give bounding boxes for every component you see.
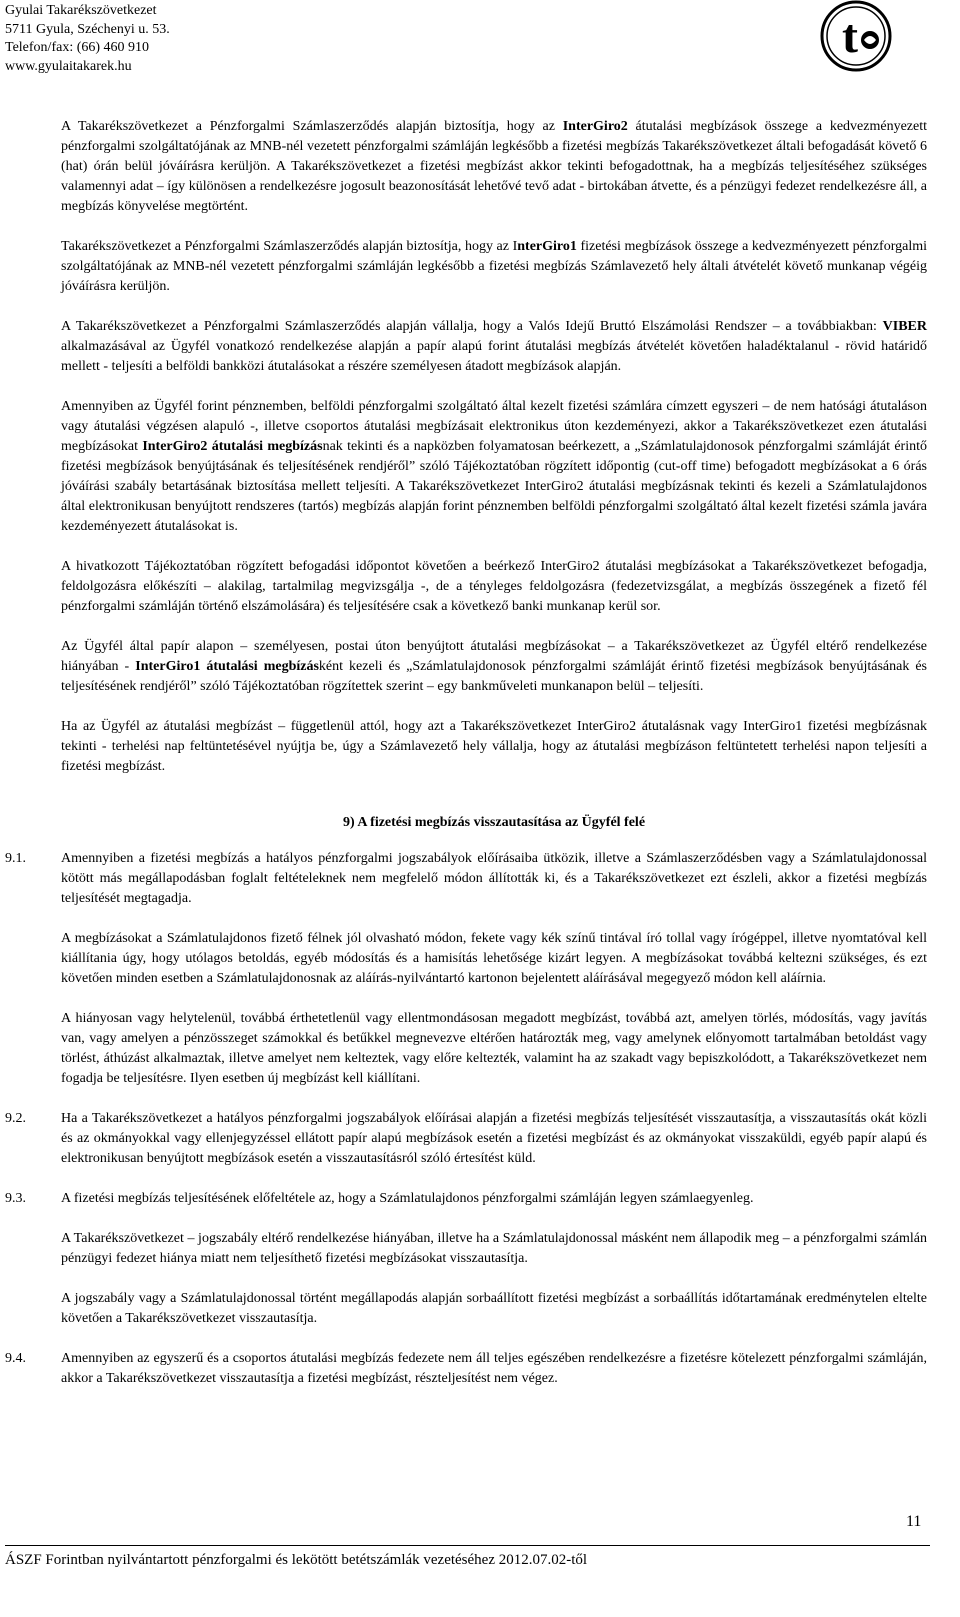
bank-website: www.gyulaitakarek.hu [5,58,132,74]
bank-address: 5711 Gyula, Széchenyi u. 53. [5,21,170,37]
list-item [5,1189,927,1209]
list-item [5,1349,927,1389]
paragraph: Amennyiben az Ügyfél forint pénznemben, belföldi pénzforgalmi szolgáltató által kezelt fizetési számlára címzett egyszeri – de nem hatósági átutaláson vagy átutalási végzésen alapuló -, illetve csoportos átutalási megbízásait elektronikus úton kezdeményezi, akkor a Takarékszövetkezet ezen átutalási megbízásokat InterGiro2 átutalási megbízásnak tekinti és a napközben folyamatosan beérkezett, a „Számlatulajdonosok pénzforgalmi számláját érintő fizetési megbízások benyújtásának és teljesítésének rendjéről” szóló Tájékoztatóban rögzített időpontig (cut-off time) befogadott megbízásokat a 6 órás jóváírási szabály betartásának biztosítása mellett teljesíti. A Takarékszövetkezet InterGiro2 átutalási megbízásnak tekinti és kezeli a Számlatulajdonos által elektronikusan benyújtott rendszeres (tartós) megbízás alapján forint pénznemben belföldi pénzforgalmi szolgáltató által kezelt fizetési számla javára kezdeményezett átutalásokat is. [61,399,927,534]
paragraph: A megbízásokat a Számlatulajdonos fizető félnek jól olvasható módon, fekete vagy kék színű tintával író tollal vagy írógéppel, illetve nyomtatóval kell kiállítania úgy, hogy utólagos betoldás, egyéb módosítás és a hamisítás lehetősége kizárt legyen. A megbízásokat továbbá keltezni szükséges, és ezt követően minden esetben a Számlatulajdonosnak az aláírás-nyilvántartó kartonon bejelentett aláírásával megegyező módon kell aláírnia. [61,931,927,986]
paragraph: Ha az Ügyfél az átutalási megbízást – függetlenül attól, hogy azt a Takarékszövetkezet InterGiro2 átutalásnak vagy InterGiro1 fizetési megbízásnak tekinti - terhelési nap feltüntetésével nyújtja be, úgy a Számlavezető hely vállalja, hogy az átutalási megbízáson feltüntetett terhelési napon teljesíti a fizetési megbízást. [61,719,927,774]
document-body [5,117,928,1409]
logo-letter: t [842,10,858,63]
paragraph: A hiányosan vagy helytelenül, továbbá érthetetlenül vagy ellentmondásosan megadott megbízást, továbbá azt, amelyen törlés, módosítás, vagy javítás van, vagy amelyen a pénzösszeget számokkal és betűkkel megnevezve eltérően határozták meg, vagy amelynek előnyomott tartalmában betoldást vagy törlést, áthúzást alkalmaztak, illetve amelyet nem kelteztek, vagy előre keltezték, valamint ha az szakadt vagy bepiszkolódott, a Takarékszövetkezet nem fogadja be teljesítésre. Ilyen esetben új megbízást kell kiállítani. [61,1011,927,1086]
paragraph: A Takarékszövetkezet a Pénzforgalmi Számlaszerződés alapján biztosítja, hogy az InterGiro2 átutalási megbízások összege a kedvezményezett pénzforgalmi szolgáltatójának az MNB-nél vezetett pénzforgalmi számláján legkésőbb a fizetési megbízás Takarékszövetkezet általi befogadását követő 6 (hat) órán belül jóváírásra kerüljön. A Takarékszövetkezet a fizetési megbízást akkor tekinti befogadottnak, ha a megbízás teljesítéséhez szükséges valamennyi adat – így különösen a rendelkezésre jogosult beazonosítását lehetővé tevő adat - birtokában átvette, és a pénzügyi fedezet rendelkezésre áll, a megbízás könyvelése megtörtént. [61,119,927,214]
paragraph: Takarékszövetkezet a Pénzforgalmi Számlaszerződés alapján biztosítja, hogy az InterGiro1 fizetési megbízások összege a kedvezményezett pénzforgalmi szolgáltatójának az MNB-nél vezetett pénzforgalmi számláján legkésőbb a fizetési megbízás Számlavezető hely általi átvételét követő munkanap végéig jóváírásra kerüljön. [61,239,928,294]
item-number: 9.4. [5,1351,26,1366]
item-number: 9.3. [5,1191,26,1206]
item-number: 9.2. [5,1111,26,1126]
bank-name: Gyulai Takarékszövetkezet [5,3,157,18]
paragraph: Az Ügyfél által papír alapon – személyesen, postai úton benyújtott átutalási megbízásokat – a Takarékszövetkezet az Ügyfél eltérő rendelkezése hiányában - InterGiro1 átutalási megbízásként kezeli és „Számlatulajdonosok pénzforgalmi számláját érintő fizetési megbízások benyújtásának és teljesítésének rendjéről” szóló Tájékoztatóban rögzítettek szerint – egy bankműveleti munkanapon belül – teljesíti. [61,639,928,694]
list-item [5,849,927,909]
bank-phone: Telefon/fax: (66) 460 910 [5,40,150,55]
footer-text: ÁSZF Forintban nyilvántartott pénzforgalmi és lekötött betétszámlák vezetéséhez 2012.07.02-től [5,1552,588,1568]
item-text: Amennyiben a fizetési megbízás a hatályos pénzforgalmi jogszabályok előírásaiba ütközik, illetve a Számlaszerződésben vagy a Számlatulajdonossal kötött más megállapodásban foglalt feltételeknek nem megfelelő módon állították ki, és a Takarékszövetkezet ezt észleli, akkor a fizetési megbízás teljesítését megtagadja. [61,851,927,906]
paragraph: A Takarékszövetkezet – jogszabály eltérő rendelkezése hiányában, illetve ha a Számlatulajdonossal másként nem állapodik meg – a pénzforgalmi számlán pénzügyi fedezet hiánya miatt nem teljesíthető fizetési megbízásokat visszautasítja. [61,1231,927,1266]
paragraph: A hivatkozott Tájékoztatóban rögzített befogadási időpontot követően a beérkező InterGiro2 átutalási megbízásokat a Takarékszövetkezet befogadja, feldolgozásra előkészíti – alakilag, tartalmilag megvizsgálja -, de a tényleges feldolgozásra (fedezetvizsgálat, a megbízás összegének a fizető fél pénzforgalmi számláján történő elszámolására) és teljesítésére csak a következő banki munkanap kerül sor. [61,559,927,614]
bank-header [5,2,170,76]
paragraph: A Takarékszövetkezet a Pénzforgalmi Számlaszerződés alapján vállalja, hogy a Valós Idejű Bruttó Elszámolási Rendszer – a továbbiakban: VIBER alkalmazásával az Ügyfél vonatkozó rendelkezése alapján a papír alapú forint átutalási megbízás átvételét követően haladéktalanul - rövid határidő mellett - teljesíti a belföldi bankközi átutalásokat a részére személyesen átadott megbízások alapján. [61,319,927,374]
bank-logo [820,0,892,72]
paragraph: A jogszabály vagy a Számlatulajdonossal történt megállapodás alapján sorbaállított fizetési megbízást a sorbaállítás időtartamának eredménytelen eltelte követően a Takarékszövetkezet visszautasítja. [61,1291,927,1326]
section-heading: 9) A fizetési megbízás visszautasítása az Ügyfél felé [342,815,646,830]
footer-divider [5,1545,930,1546]
item-text: Ha a Takarékszövetkezet a hatályos pénzforgalmi jogszabályok előírásai alapján a fizetési megbízás teljesítését visszautasítja, a visszautasítás okát közli és az okmányokkal vagy ellenjegyzéssel ellátott papír alapú megbízások esetén a fizetési megbízást és az okmányokat visszaküldi, egyéb papír alapú és elektronikusan benyújtott megbízások esetén a visszautasításról szóló értesítést küld. [61,1111,927,1166]
item-text: Amennyiben az egyszerű és a csoportos átutalási megbízás fedezete nem áll teljes egészében rendelkezésre a fizetésre kötelezett pénzforgalmi számláján, akkor a Takarékszövetkezet visszautasítja a fizetési megbízást, részteljesítést nem végez. [61,1351,927,1386]
list-item [5,1109,927,1169]
item-number: 9.1. [5,851,26,866]
item-text: A fizetési megbízás teljesítésének előfeltétele az, hogy a Számlatulajdonos pénzforgalmi számláján legyen számlaegyenleg. [61,1191,754,1206]
page-number: 11 [906,1513,922,1530]
